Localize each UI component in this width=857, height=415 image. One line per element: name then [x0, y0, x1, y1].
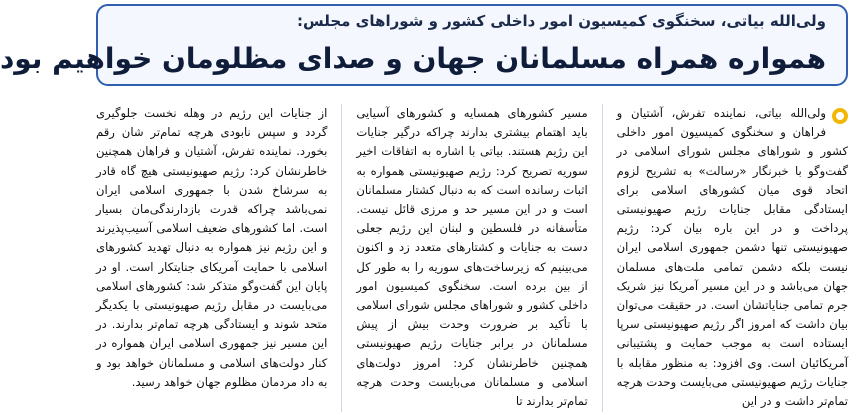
- kicker-line: ولی‌الله بیاتی، سخنگوی کمیسیون امور داخلی کشور و شوراهای مجلس:: [297, 12, 826, 30]
- publication-logo-icon: [832, 108, 848, 124]
- article-body: [96, 104, 848, 412]
- headline-box: [0, 4, 848, 86]
- column-right: [617, 104, 848, 412]
- headline: همواره همراه مسلمانان جهان و صدای مظلومان خواهیم بود: [0, 42, 826, 75]
- column-left: [96, 104, 327, 412]
- column-middle: [356, 104, 587, 412]
- column-left-text: از جنایات این رژیم در وهله نخست جلوگیری گردد و سپس نابودی هرچه تمام‌تر شان رقم بخورد. نماینده تفرش، آشتیان و فراهان همچنین خاطرنشان کرد: رژیم صهیونیستی هیچ گاه قادر به سرشاخ شدن با جمهوری اسلامی ایران نمی‌باشد چراکه قدرت بازدارندگی‌مان بسیار است. اما کشورهای ضعیف اسلامی آسیب‌پذیرند و این رژیم نیز همواره به دنبال تهدید کشورهای اسلامی با حمایت آمریکای جنایتکار است. او در پایان این گفت‌وگو متذکر شد: کشورهای اسلامی می‌بایست در مقابل رژیم صهیونیستی با یکدیگر متحد شوند و ایستادگی هرچه تمام‌تر بدارند. در این مسیر نیز جمهوری اسلامی ایران همواره در کنار دولت‌های اسلامی و مسلمانان خواهد بود و به داد مردمان مظلوم جهان خواهد رسید.: [96, 106, 328, 389]
- column-divider: [341, 104, 342, 412]
- column-right-text: ولی‌الله بیاتی، نماینده تفرش، آشتیان و فراهان و سخنگوی کمیسیون امور داخلی کشور و شوراهای مجلس شورای اسلامی در گفت‌وگو با خبرنگار «رسالت» به تشریح لزوم اتحاد قوی میان کشورهای اسلامی برای ایستادگی مقابل جنایات رژیم صهیونیستی پرداخت و در این باره بیان کرد: رژیم صهیونیستی تنها دشمن جمهوری اسلامی ایران نیست بلکه دشمن تمامی ملت‌های مسلمان جهان می‌باشد و در این مسیر آمریکا نیز شریک جرم تمامی جنایاتشان است. در حقیقت می‌توان بیان داشت که امروز اگر رژیم صهیونیستی سرپا ایستاده است به موجب حمایت و پشتیبانی آمریکائیان است. وی افزود: به منظور مقابله با جنایات رژیم صهیونیستی می‌بایست وحدت هرچه تمام‌تر داشت و در این: [616, 106, 848, 409]
- column-divider: [602, 104, 603, 412]
- column-middle-text: مسیر کشورهای همسایه و کشورهای آسیایی باید اهتمام بیشتری بدارند چراکه درگیر جنایات این رژیم هستند. بیاتی با اشاره به اتفاقات اخیر سوریه تصریح کرد: رژیم صهیونیستی همواره به اثبات رسانده است که به دنبال کشتار مسلمانان است و در این مسیر حد و مرزی قائل نیست. متأسفانه در فلسطین و لبنان این رژیم جعلی دست به جنایات و کشتارهای متعدد زد و اکنون می‌بینیم که زیرساخت‌های سوریه را به طور کل از بین برده است. سخنگوی کمیسیون امور داخلی کشور و شوراهای مجلس شورای اسلامی با تأکید بر ضرورت وحدت بیش از پیش مسلمانان در برابر جنایات رژیم صهیونیستی همچنین خاطرنشان کرد: امروز دولت‌های اسلامی و مسلمانان می‌بایست وحدت هرچه تمام‌تر بدارند تا: [356, 106, 588, 409]
